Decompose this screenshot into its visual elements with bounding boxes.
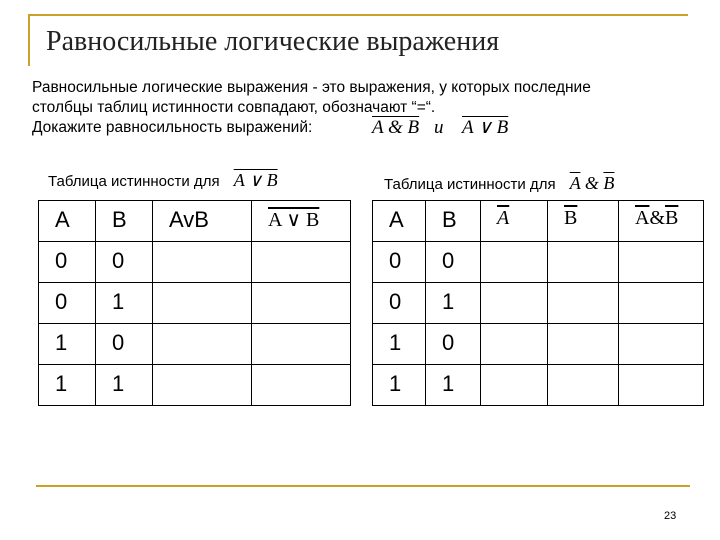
- page-number: 23: [664, 510, 677, 522]
- table1-cell: 1: [55, 371, 68, 396]
- table1-header-not-aorb: A ∨ B: [268, 209, 320, 231]
- table1-cell: 0: [55, 248, 68, 273]
- table1-cell: 1: [112, 289, 125, 314]
- table-row: [373, 201, 704, 242]
- truth-table-2: [372, 200, 704, 406]
- table2-caption: Таблица истинности для: [384, 176, 556, 193]
- intro-line-1: Равносильные логические выражения - это выражения, у которых последние: [32, 79, 591, 96]
- intro-line-3: Докажите равносильность выражений:: [32, 119, 313, 136]
- table2-header-not-a-and-not-b: $\overline{A}\&\overline{B}$: [635, 207, 679, 229]
- accent-top-line: [28, 14, 688, 16]
- table-row: [373, 365, 704, 406]
- table-row: [373, 242, 704, 283]
- table-row: [39, 242, 351, 283]
- table2-header-b: B: [442, 207, 457, 232]
- truth-table-1: [38, 200, 351, 406]
- table1-cell: 1: [112, 371, 125, 396]
- accent-vertical-line: [28, 14, 30, 66]
- table-row: [39, 283, 351, 324]
- table-row: [39, 365, 351, 406]
- table2-cell: 0: [389, 289, 402, 314]
- accent-bottom-line: [36, 485, 690, 487]
- table2-caption-wrap: [384, 173, 614, 194]
- table2-cell: 1: [389, 371, 402, 396]
- expr-right: A ∨ B: [462, 117, 509, 138]
- slide-title: Равносильные логические выражения: [46, 26, 500, 57]
- intro-line-3-wrap: [32, 118, 704, 138]
- expr-conj: и: [434, 117, 444, 138]
- table1-cell: 0: [112, 330, 125, 355]
- table-row: [39, 324, 351, 365]
- table2-cell: 1: [442, 289, 455, 314]
- table-row: [373, 324, 704, 365]
- table1-header-b: B: [112, 207, 127, 232]
- table1-cell: 1: [55, 330, 68, 355]
- table2-header-not-a: $\overline{A}$: [497, 207, 510, 229]
- table-row: [39, 201, 351, 242]
- table2-cell: 1: [442, 371, 455, 396]
- table2-cell: 1: [389, 330, 402, 355]
- table2-header-a: A: [389, 207, 404, 232]
- table1-header-aorb: AvB: [169, 207, 209, 232]
- table2-cell: 0: [442, 248, 455, 273]
- table2-cell: 0: [442, 330, 455, 355]
- expr-left: A & B: [372, 117, 420, 138]
- intro-line-2: столбцы таблиц истинности совпадают, обозначают “=“.: [32, 99, 436, 116]
- table1-header-a: A: [55, 207, 70, 232]
- intro-text: [32, 78, 704, 138]
- table-row: [373, 283, 704, 324]
- table2-caption-expr: $\overline{A}$ & $\overline{B}$: [569, 173, 615, 193]
- table1-caption-wrap: [48, 170, 278, 191]
- table1-caption-expr: A ∨ B: [233, 170, 278, 190]
- table1-cell: 0: [55, 289, 68, 314]
- table1-caption: Таблица истинности для: [48, 173, 220, 190]
- table2-header-not-b: $\overline{B}$: [564, 207, 578, 229]
- table2-cell: 0: [389, 248, 402, 273]
- table1-cell: 0: [112, 248, 125, 273]
